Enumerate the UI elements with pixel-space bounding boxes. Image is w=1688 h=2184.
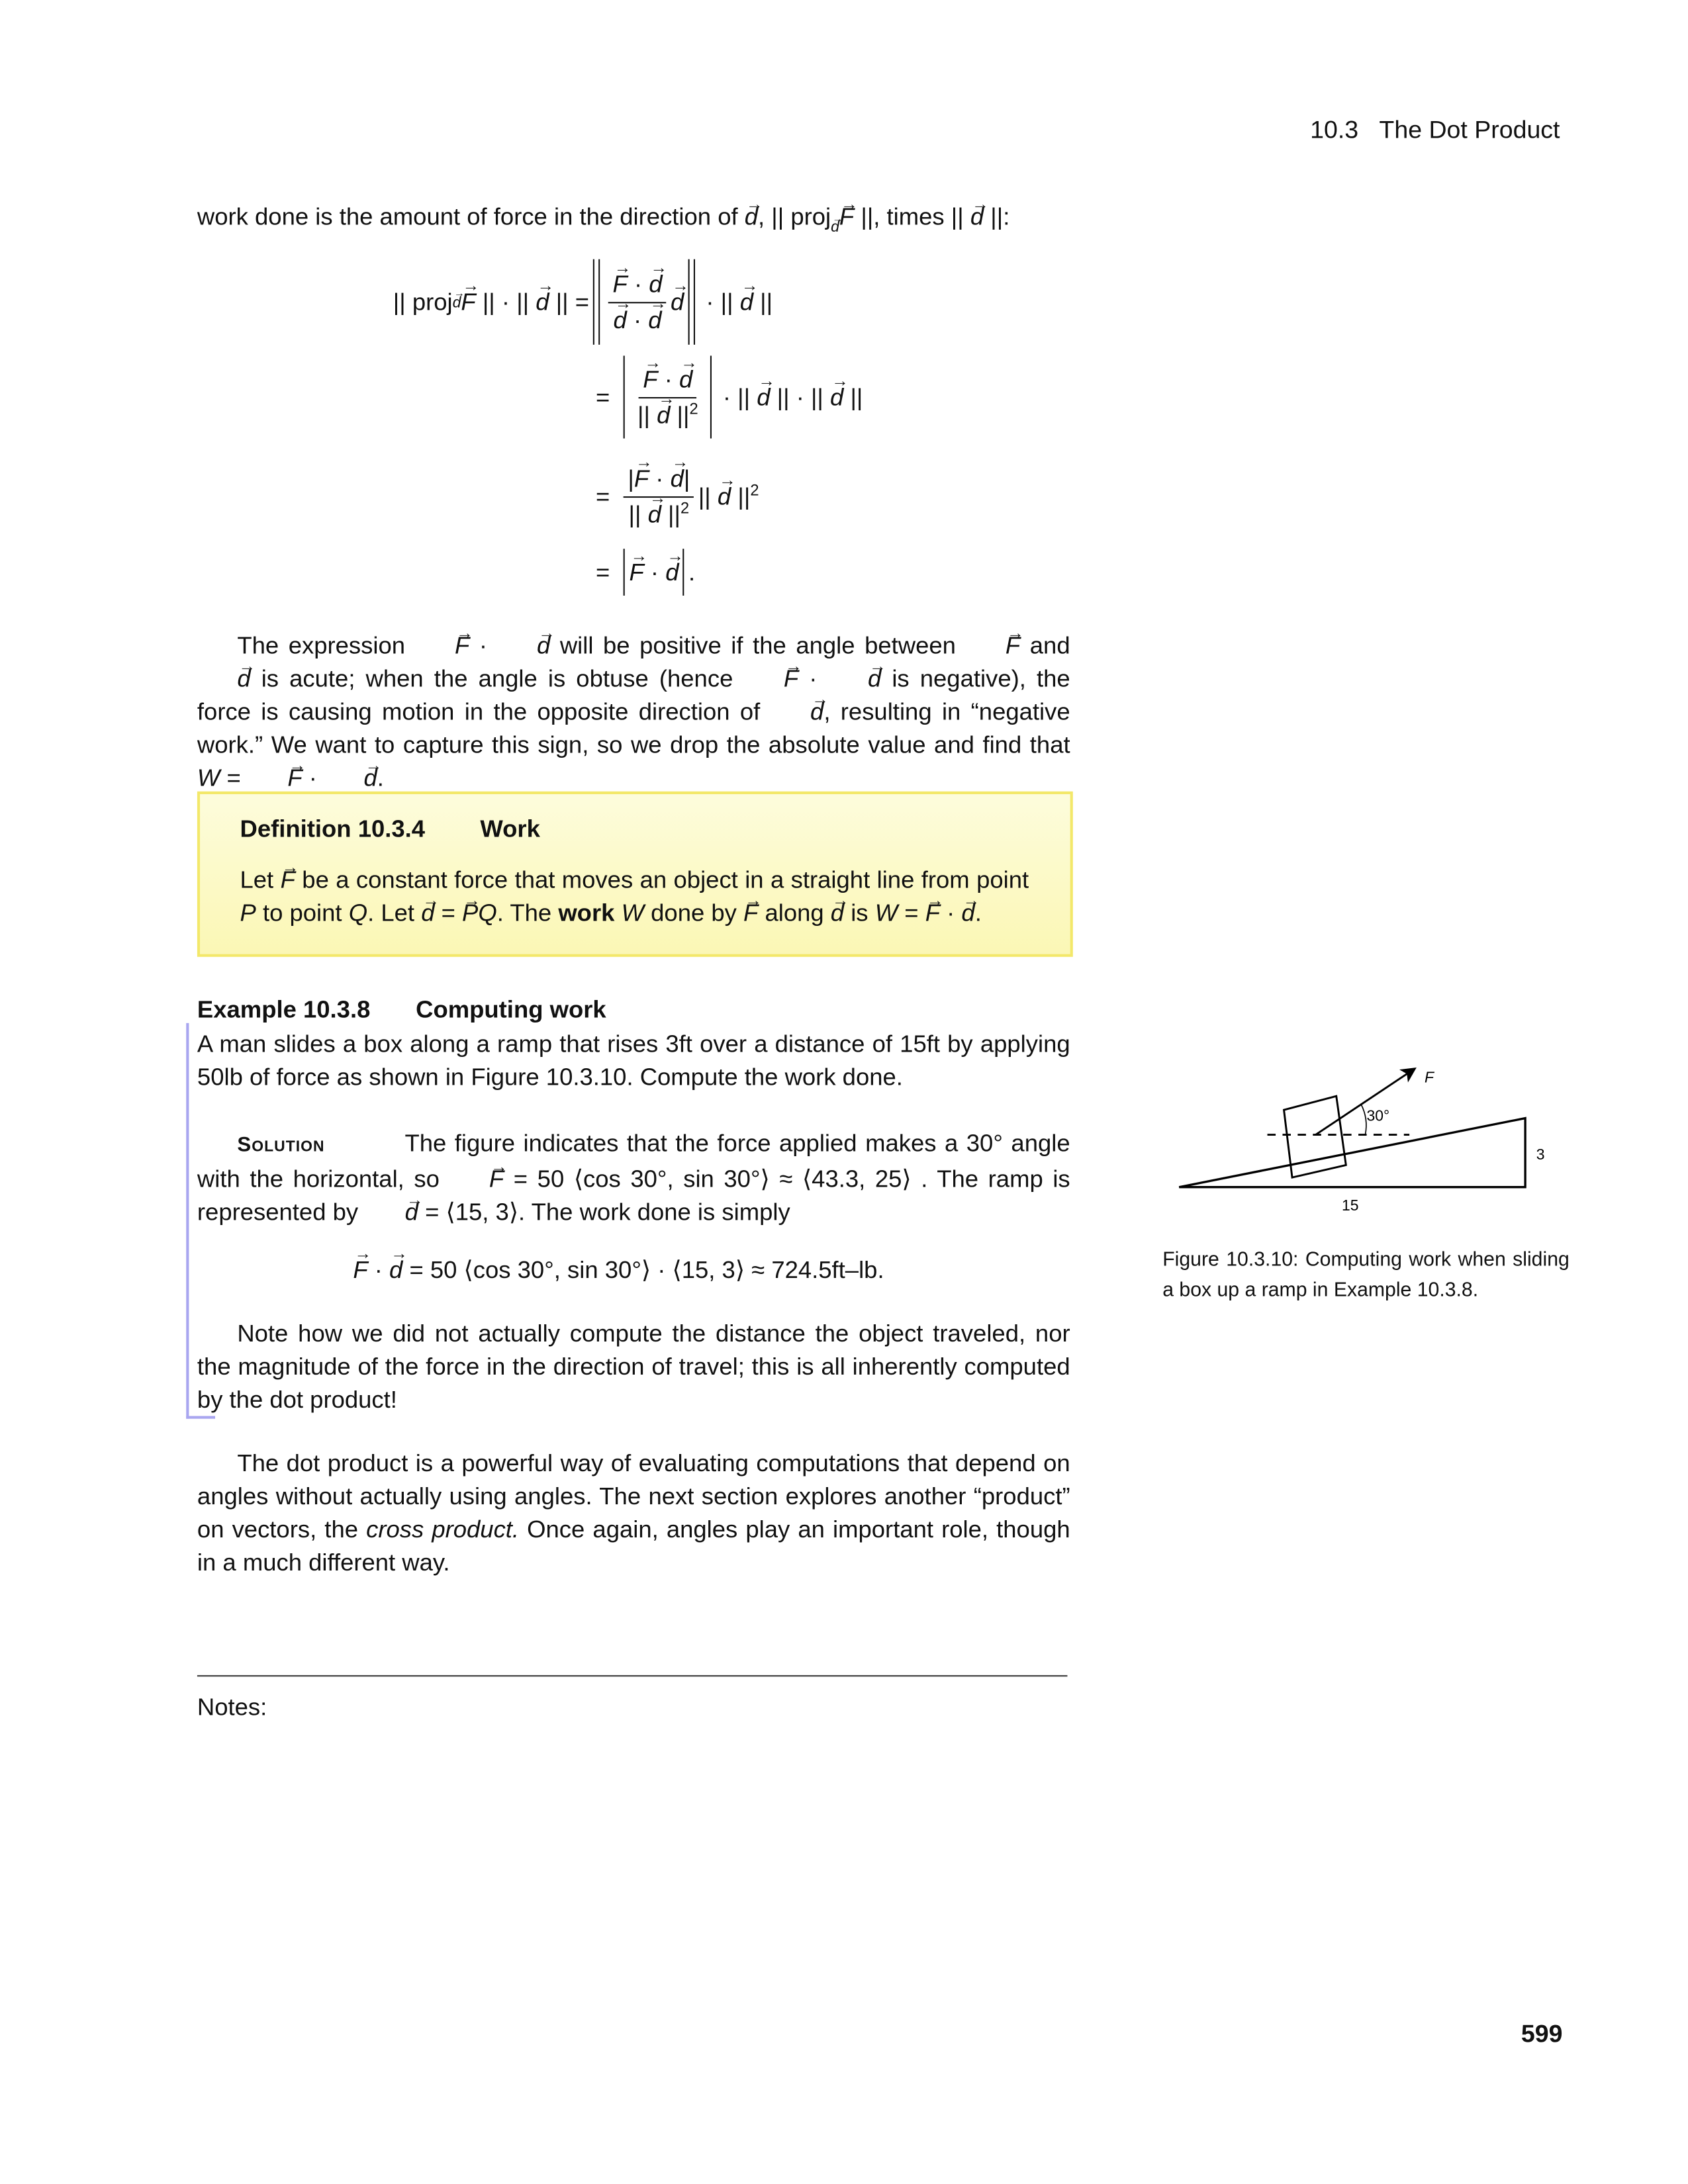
math-text: , resulting in “negative work.” We want to capture this sign, so we drop the absolute value and find that xyxy=(197,698,1070,758)
vector-symbol: → d xyxy=(961,896,974,929)
ramp-triangle xyxy=(1179,1118,1525,1187)
math-text xyxy=(596,355,863,438)
math-text: · || xyxy=(699,287,740,316)
math-text: || xyxy=(698,482,718,510)
vector-symbol: → d xyxy=(745,200,758,233)
math-text: Example 10.3.8 xyxy=(197,995,371,1023)
math-text: W xyxy=(621,899,645,927)
vector-symbol: → F xyxy=(925,896,940,929)
math-text: , || proj xyxy=(758,203,831,230)
vector-symbol: → d xyxy=(389,1256,402,1285)
math-text: || → d $||^2$ xyxy=(624,497,693,529)
vector-symbol: → d xyxy=(536,287,549,316)
vector-symbol: → d xyxy=(771,695,824,728)
math-text: along xyxy=(758,899,831,927)
math-text xyxy=(596,447,759,546)
vector-symbol: → d xyxy=(757,383,770,412)
math-text xyxy=(453,291,461,313)
definition-text: Let → F be a constant force that moves an object in a straight line from point P to point Q. Let → d = → PQ. The work W done by → F along → d is W = → F · → d. xyxy=(240,863,1029,929)
height-label: 3 xyxy=(1536,1146,1545,1163)
math-text: Computing work xyxy=(416,995,606,1023)
base-label: 15 xyxy=(1342,1197,1359,1214)
vector-symbol: → PQ xyxy=(462,896,497,929)
math-text: $||^2$ xyxy=(731,482,759,510)
vector-symbol: → d xyxy=(497,629,551,662)
definition-heading xyxy=(240,815,539,844)
math-text: || xyxy=(843,383,863,410)
work-computation: → F · → d = 50 ⟨cos 30°, sin 30°⟩ · ⟨15, 3⟩ ≈ 724.5ft–lb. xyxy=(353,1256,884,1285)
math-text: . The xyxy=(496,899,559,927)
vector-symbol: → F xyxy=(839,200,854,233)
math-text: || xyxy=(393,287,412,316)
math-text: · xyxy=(501,287,510,316)
vector-symbol: → F xyxy=(415,629,470,662)
math-text: be a constant force that moves an object in a straight line from point xyxy=(295,866,1029,893)
math-text: || xyxy=(510,287,536,316)
math-text: || xyxy=(549,287,575,316)
math-text: || xyxy=(475,287,502,316)
vector-symbol: → d xyxy=(324,761,377,794)
math-text: cross product. xyxy=(366,1515,520,1543)
math-text: ||: xyxy=(984,203,1010,230)
vector-symbol: → d xyxy=(665,558,679,587)
vector-symbol: → F xyxy=(449,1162,504,1195)
example-statement: A man slides a box along a ramp that rises 3ft over a distance of 15ft by applying 50lb of force as shown in Figure 10.3.10. Compute the work done. xyxy=(197,1030,1070,1091)
section-number: 10.3 xyxy=(1310,115,1359,144)
example-solution xyxy=(197,1126,1070,1228)
ramp-figure xyxy=(1158,1055,1572,1220)
vector-symbol: → d xyxy=(831,896,844,929)
math-text: = ⟨15, 3⟩. The work done is simply xyxy=(418,1198,790,1226)
math-text: Definition 10.3.4 xyxy=(240,815,426,842)
math-text: → F · → d xyxy=(608,269,666,302)
angle-label: 30° xyxy=(1366,1107,1390,1124)
vector-symbol: → d xyxy=(671,287,684,316)
math-text: = 50 ⟨cos 30°, sin 30°⟩ ≈ ⟨43.3, 25⟩ . The ramp is represented by xyxy=(197,1165,1070,1226)
math-text: proj xyxy=(412,287,453,316)
math-text: will be positive if the angle between xyxy=(550,631,966,659)
vector-symbol: → d xyxy=(828,662,882,695)
math-text xyxy=(831,214,839,236)
math-text: Solution xyxy=(237,1133,325,1157)
running-header xyxy=(1310,116,1560,145)
math-text: work xyxy=(558,899,615,927)
vector-symbol: → d xyxy=(197,662,251,695)
vector-symbol: → d xyxy=(421,896,434,929)
math-text: W xyxy=(197,764,220,792)
math-text: → F · → d xyxy=(639,365,696,398)
paragraph-negative-work: The expression → F · → d will be positive if the angle between → F and → d is acute; when the angle is obtuse (hence → F · → d is negative), the force is causing motion in the opposite direction of → d, resulting in “negative work.” We want to capture this sign, so we drop the absolute value and find that W = → F · → d. xyxy=(197,629,1070,794)
angle-arc xyxy=(1361,1105,1366,1135)
math-text xyxy=(624,355,625,438)
vector-symbol: → d xyxy=(365,1195,418,1228)
vector-symbol: → F xyxy=(461,287,475,316)
math-text: is negative), the force is causing motion in the opposite direction of xyxy=(197,664,1070,725)
math-text: · || xyxy=(716,383,757,410)
vector-symbol: → F xyxy=(281,863,295,896)
math-text xyxy=(710,355,712,438)
vector-symbol: → d xyxy=(657,400,670,430)
vector-symbol: → d xyxy=(970,200,984,233)
math-text: = xyxy=(595,383,610,410)
example-note: Note how we did not actually compute the distance the object traveled, nor the magnitude of the force in the direction of travel; this is all inherently computed by the dot product! xyxy=(197,1319,1070,1414)
vector-symbol: → d xyxy=(830,383,843,412)
vector-symbol: → d xyxy=(671,464,684,493)
math-text xyxy=(608,269,666,334)
vector-symbol: → d xyxy=(679,365,692,394)
math-text: || → d $||^2$ xyxy=(633,398,702,430)
math-text: to point xyxy=(256,899,349,927)
vector-symbol: → d xyxy=(648,500,661,529)
closing-paragraph xyxy=(197,1446,1070,1578)
vector-symbol: → F xyxy=(613,269,628,298)
math-text: → d · → d xyxy=(609,302,665,334)
math-text: |→ F · → d| xyxy=(624,464,694,497)
math-text xyxy=(624,549,625,596)
math-text xyxy=(393,259,773,345)
vector-symbol: → F xyxy=(634,464,649,493)
math-text: . xyxy=(688,557,696,586)
math-text: = 50 ⟨cos 30°, sin 30°⟩ · ⟨15, 3⟩ ≈ 724.5ft–lb. xyxy=(402,1255,884,1284)
math-text: = xyxy=(575,287,590,316)
force-arrow xyxy=(1315,1069,1415,1135)
vector-symbol: → F xyxy=(643,365,657,394)
page-number: 599 xyxy=(1521,2020,1563,2048)
math-text: = xyxy=(595,557,610,586)
math-text xyxy=(593,259,600,345)
math-text: Once again, angles play an important role, though in a much different way. xyxy=(197,1515,1070,1576)
math-text: = xyxy=(595,482,610,510)
math-text: = → F · → d . xyxy=(596,549,695,596)
math-text xyxy=(633,365,702,430)
math-text: The dot product is a powerful way of evaluating computations that depend on angles without actually using angles. The next section explores another “product” on vectors, the xyxy=(197,1449,1070,1543)
math-text: || xyxy=(753,287,773,316)
notes-label: Notes: xyxy=(197,1693,267,1721)
vector-symbol: → d xyxy=(718,482,731,511)
math-text: || · || xyxy=(770,383,831,410)
vector-symbol: → F xyxy=(966,629,1021,662)
vector-symbol: → $_d$ xyxy=(831,210,839,244)
math-text: done by xyxy=(644,899,744,927)
math-text: The expression xyxy=(237,631,415,659)
math-text: 2 xyxy=(750,482,759,499)
intro-line xyxy=(197,200,1070,244)
figure-caption: Figure 10.3.10: Computing work when sliding a box up a ramp in Example 10.3.8. xyxy=(1162,1249,1570,1302)
vector-symbol: → d xyxy=(648,305,661,334)
math-text: The figure indicates that the force applied makes a 30° angle with the horizontal, so xyxy=(197,1129,1070,1193)
math-text: = xyxy=(220,764,248,792)
math-text xyxy=(624,464,694,529)
notes-divider xyxy=(197,1675,1068,1676)
math-text: . Let xyxy=(367,899,422,927)
math-text: ||, times || xyxy=(854,203,970,230)
vector-symbol: → F xyxy=(248,761,303,794)
math-text: 2 xyxy=(689,400,698,418)
math-text: Q xyxy=(348,899,368,927)
math-text: is acute; when the angle is obtuse (hence xyxy=(250,664,744,692)
math-text: work done is the amount of force in the direction of xyxy=(197,203,745,230)
section-title: The Dot Product xyxy=(1379,115,1560,144)
vector-symbol: → F xyxy=(353,1256,367,1285)
math-text: P xyxy=(240,899,256,927)
vector-symbol: → d xyxy=(614,305,627,334)
math-text: W xyxy=(874,899,898,927)
vector-symbol: → d xyxy=(740,287,753,316)
math-text: Let xyxy=(240,866,281,893)
vector-symbol: → F xyxy=(743,662,798,695)
force-label: F xyxy=(1425,1068,1434,1086)
math-text: Work xyxy=(480,815,540,842)
vector-symbol: → d xyxy=(453,295,461,312)
vector-symbol: → d xyxy=(649,269,662,298)
math-text: is xyxy=(844,899,875,927)
math-text: and xyxy=(1020,631,1070,659)
math-text: 2 xyxy=(680,500,690,517)
vector-symbol: → F xyxy=(629,558,643,587)
vector-symbol: → F xyxy=(743,896,758,929)
example-heading xyxy=(197,995,606,1024)
math-text xyxy=(688,259,695,345)
